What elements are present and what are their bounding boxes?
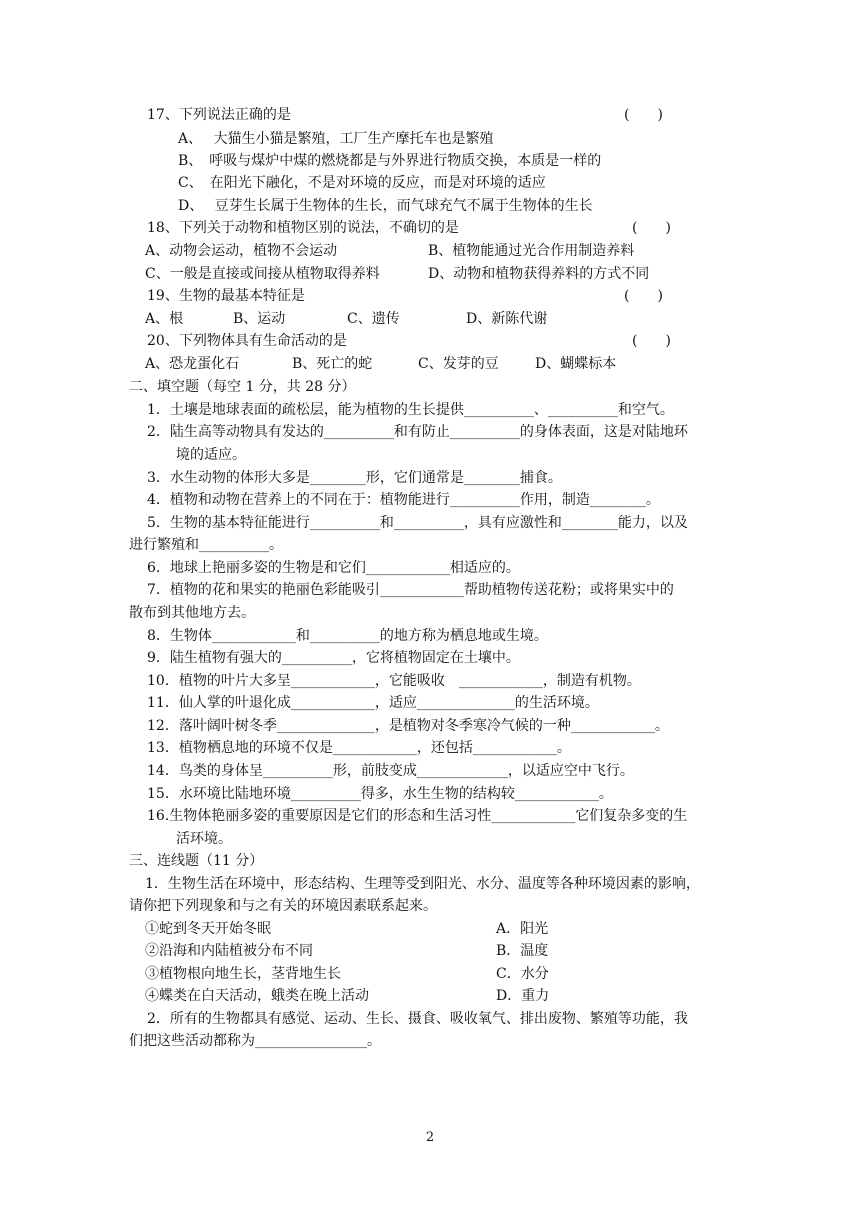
q18-option-c: C、一般是直接或间接从植物取得养料	[145, 266, 380, 282]
fill-q5-line1: 5．生物的基本特征能进行__________和__________，具有应激性和________能力，以及	[147, 515, 688, 531]
fill-q15: 15．水环境比陆地环境__________得多，水生生物的结构较____________。	[147, 786, 613, 802]
fill-q9: 9．陆生植物有强大的__________，它将植物固定在土壤中。	[147, 650, 520, 666]
q18-stem: 18、下列关于动物和植物区别的说法，不确切的是	[147, 220, 459, 236]
match-right-item: C．水分	[496, 966, 549, 982]
match-left-item: ③植物根向地生长，茎背地生长	[145, 966, 341, 982]
fill-q16-line1: 16.生物体艳丽多姿的重要原因是它们的形态和生活习性____________它们复杂多变的生	[147, 808, 688, 824]
fill-q3: 3．水生动物的体形大多是________形，它们通常是________捕食。	[147, 470, 562, 486]
fill-q4: 4．植物和动物在营养上的不同在于：植物能进行__________作用，制造________。	[147, 492, 660, 508]
fill-q7-line1: 7．植物的花和果实的艳丽色彩能吸引____________帮助植物传送花粉；或将果实中的	[147, 582, 674, 598]
q18-option-d: D、动物和植物获得养料的方式不同	[428, 266, 650, 282]
q19-option-c: C、遗传	[347, 311, 400, 327]
fill-q1: 1．土壤是地球表面的疏松层，能为植物的生长提供__________、__________和空气。	[147, 402, 674, 418]
q17-option-d: D、 豆芽生长属于生物体的生长，而气球充气不属于生物体的生长	[178, 198, 593, 214]
fill-q5-line2: 进行繁殖和__________。	[129, 537, 283, 553]
fill-q12: 12．落叶阔叶树冬季______________，是植物对冬季寒冷气候的一种____________。	[147, 718, 669, 734]
q20-option-b: B、死亡的蛇	[292, 356, 373, 372]
q17-answer-blank: ( )	[624, 107, 663, 123]
q17-option-b: B、 呼吸与煤炉中煤的燃烧都是与外界进行物质交换，本质是一样的	[178, 153, 602, 169]
q18-option-a: A、动物会运动，植物不会运动	[145, 243, 338, 259]
match-right-item: A．阳光	[496, 921, 549, 937]
fill-q7-line2: 散布到其他地方去。	[129, 605, 255, 621]
section3-title: 三、连线题（11 分）	[129, 853, 264, 869]
fill-q6: 6．地球上艳丽多姿的生物是和它们____________相适应的。	[147, 560, 520, 576]
fill-q11: 11．仙人掌的叶退化成____________，适应______________的生活环境。	[147, 695, 599, 711]
fill-q2-line1: 2．陆生高等动物具有发达的__________和有防止__________的身体表面，这是对陆地环	[147, 424, 688, 440]
page-number: 2	[425, 1130, 435, 1145]
q19-option-d: D、新陈代谢	[466, 311, 548, 327]
match-left-item: ④蝶类在白天活动，蛾类在晚上活动	[145, 988, 369, 1004]
match-q2-line2: 们把这些活动都称为________________。	[129, 1033, 381, 1049]
match-left-item: ①蛇到冬天开始冬眠	[145, 921, 271, 937]
q19-option-b: B、运动	[233, 311, 286, 327]
q19-stem: 19、生物的最基本特征是	[147, 288, 305, 304]
q17-stem: 17、下列说法正确的是	[147, 107, 291, 123]
match-right-item: D．重力	[496, 988, 550, 1004]
q19-option-a: A、根	[145, 311, 184, 327]
q20-stem: 20、下列物体具有生命活动的是	[147, 333, 347, 349]
match-q1-line1: 1．生物生活在环境中，形态结构、生理等受到阳光、水分、温度等各种环境因素的影响，	[145, 876, 700, 892]
match-left-item: ②沿海和内陆植被分布不同	[145, 943, 313, 959]
q18-option-b: B、植物能通过光合作用制造养料	[428, 243, 635, 259]
fill-q14: 14．鸟类的身体呈__________形，前肢变成_____________，以适应空中飞行。	[147, 763, 634, 779]
fill-q10: 10．植物的叶片大多呈____________，它能吸收 ____________，制造有机物。	[147, 673, 641, 689]
section2-title: 二、填空题（每空 1 分，共 28 分）	[129, 379, 356, 395]
match-q2-line1: 2．所有的生物都具有感觉、运动、生长、摄食、吸收氧气、排出废物、繁殖等功能，我	[147, 1011, 688, 1027]
match-right-item: B．温度	[496, 943, 549, 959]
fill-q13: 13．植物栖息地的环境不仅是____________，还包括____________。	[147, 740, 571, 756]
q17-option-c: C、 在阳光下融化，不是对环境的反应，而是对环境的适应	[178, 175, 546, 191]
fill-q2-line2: 境的适应。	[176, 447, 246, 463]
match-q1-line2: 请你把下列现象和与之有关的环境因素联系起来。	[129, 898, 437, 914]
q20-option-c: C、发芽的豆	[418, 356, 499, 372]
q20-option-a: A、恐龙蛋化石	[145, 356, 240, 372]
q20-option-d: D、蝴蝶标本	[535, 356, 617, 372]
fill-q8: 8．生物体____________和__________的地方称为栖息地或生境。	[147, 628, 548, 644]
fill-q16-line2: 活环境。	[176, 831, 232, 847]
q19-answer-blank: ( )	[624, 288, 663, 304]
q18-answer-blank: ( )	[632, 220, 671, 236]
q20-answer-blank: ( )	[632, 333, 671, 349]
q17-option-a: A、 大猫生小猫是繁殖，工厂生产摩托车也是繁殖	[178, 131, 494, 147]
